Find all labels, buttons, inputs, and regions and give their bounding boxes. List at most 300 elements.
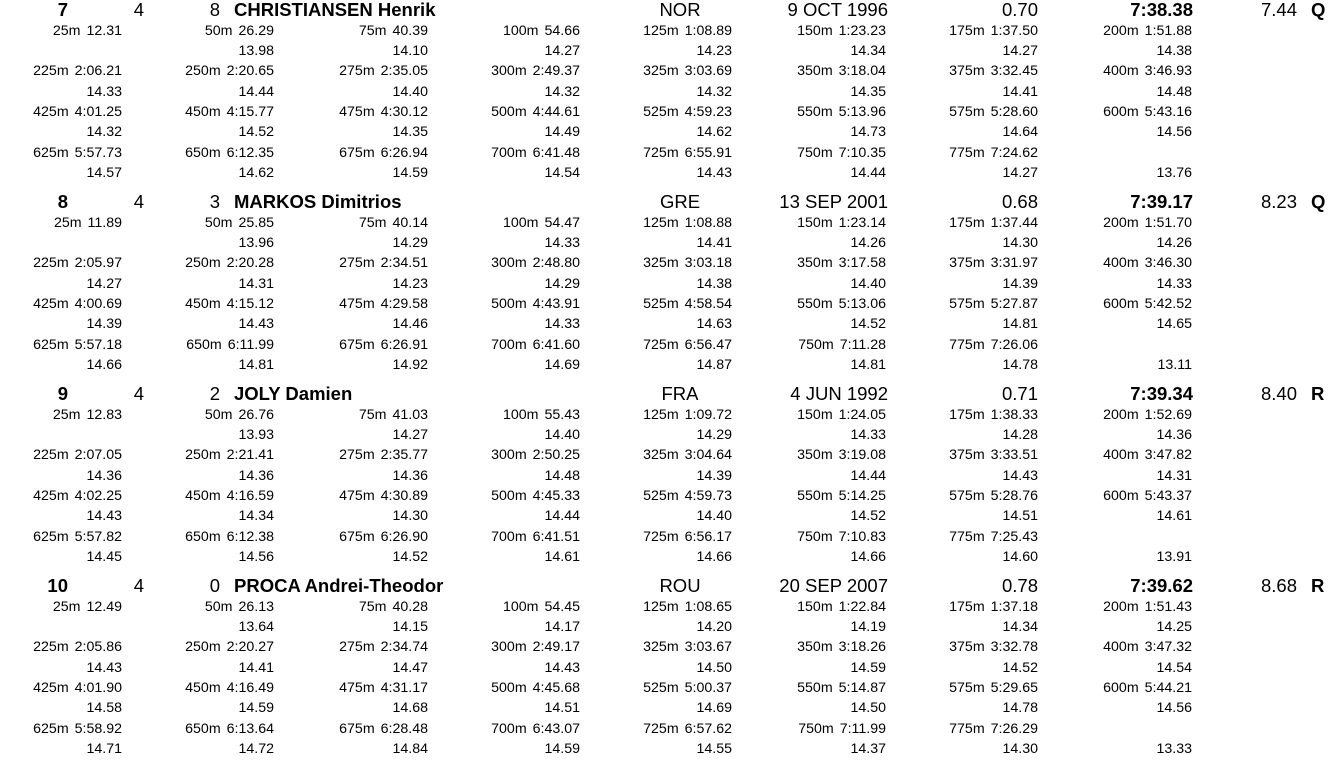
split-time: 2:20.65 bbox=[226, 63, 274, 80]
split-distance: 600m bbox=[1103, 296, 1139, 312]
lap-time: 14.40 bbox=[850, 275, 886, 292]
final-time: 7:39.34 bbox=[1130, 383, 1193, 404]
split-time: 3:17.58 bbox=[838, 255, 886, 272]
split-cumulative bbox=[339, 335, 428, 355]
split-distance: 700m bbox=[491, 720, 527, 737]
split-time: 5:44.21 bbox=[1144, 680, 1192, 696]
split-time: 7:26.06 bbox=[990, 336, 1038, 353]
split-time: 5:13.06 bbox=[838, 296, 886, 312]
split-time: 3:33.51 bbox=[990, 447, 1038, 464]
reaction-time: 0.78 bbox=[1001, 575, 1038, 596]
split-distance: 150m bbox=[797, 214, 833, 231]
split-distance: 675m bbox=[339, 720, 375, 737]
split-time: 41.03 bbox=[392, 406, 428, 423]
split-distance: 750m bbox=[797, 144, 833, 161]
split-time: 2:35.05 bbox=[380, 63, 428, 80]
split-distance: 300m bbox=[491, 255, 527, 272]
split-distance: 575m bbox=[949, 296, 985, 312]
split-time: 1:51.43 bbox=[1144, 598, 1192, 615]
split-time: 4:30.89 bbox=[380, 488, 428, 504]
split-time: 1:23.23 bbox=[838, 22, 886, 39]
split-cumulative bbox=[949, 527, 1038, 547]
split-cumulative bbox=[53, 405, 122, 425]
split-time: 2:50.25 bbox=[532, 447, 580, 464]
rank: 7 bbox=[57, 0, 68, 20]
split-distance: 200m bbox=[1103, 214, 1139, 231]
split-time: 2:20.27 bbox=[226, 639, 274, 656]
split-distance: 175m bbox=[949, 214, 985, 231]
date-of-birth: 13 SEP 2001 bbox=[779, 191, 888, 212]
lap-time: 14.57 bbox=[86, 164, 122, 181]
split-cumulative bbox=[185, 719, 274, 739]
split-time: 2:35.77 bbox=[380, 447, 428, 464]
split-cumulative bbox=[1103, 61, 1192, 81]
split-cumulative bbox=[643, 597, 732, 617]
split-time: 4:43.91 bbox=[532, 296, 580, 312]
lap-time: 14.20 bbox=[696, 619, 732, 636]
split-distance: 650m bbox=[185, 720, 221, 737]
split-cumulative bbox=[643, 253, 732, 273]
split-distance: 50m bbox=[204, 406, 233, 423]
split-cumulative bbox=[491, 719, 580, 739]
split-cumulative bbox=[797, 21, 886, 41]
split-time: 54.66 bbox=[544, 22, 580, 39]
split-cumulative bbox=[339, 719, 428, 739]
split-distance: 200m bbox=[1103, 598, 1139, 615]
split-time: 6:43.07 bbox=[532, 720, 580, 737]
split-distance: 475m bbox=[339, 296, 375, 312]
split-time: 4:00.69 bbox=[74, 296, 122, 312]
split-distance: 50m bbox=[204, 598, 233, 615]
lap-time: 14.43 bbox=[696, 164, 732, 181]
split-time: 3:47.82 bbox=[1144, 447, 1192, 464]
lap-time: 14.45 bbox=[86, 548, 122, 565]
lap-time: 14.17 bbox=[544, 619, 580, 636]
lap-time: 14.56 bbox=[238, 548, 274, 565]
split-distance: 300m bbox=[491, 447, 527, 464]
split-cumulative bbox=[185, 486, 274, 506]
lap-time: 14.33 bbox=[1156, 275, 1192, 292]
lap-time: 14.48 bbox=[1156, 83, 1192, 100]
lap-time: 14.39 bbox=[696, 467, 732, 484]
lap-time: 14.30 bbox=[1002, 235, 1038, 252]
split-cumulative bbox=[797, 597, 886, 617]
split-time: 3:03.69 bbox=[684, 63, 732, 80]
lap-time: 14.59 bbox=[544, 740, 580, 757]
lap-time: 14.52 bbox=[850, 316, 886, 333]
split-distance: 100m bbox=[502, 22, 539, 39]
lap-time: 14.56 bbox=[1156, 700, 1192, 717]
split-cumulative bbox=[53, 597, 122, 617]
split-distance: 325m bbox=[643, 639, 679, 656]
date-of-birth: 9 OCT 1996 bbox=[787, 0, 888, 20]
split-time: 40.39 bbox=[392, 22, 428, 39]
split-distance: 550m bbox=[797, 680, 833, 696]
split-time: 6:11.99 bbox=[227, 336, 274, 353]
split-distance: 575m bbox=[949, 488, 985, 504]
lap-time: 14.61 bbox=[544, 548, 580, 565]
split-distance: 200m bbox=[1103, 22, 1139, 39]
split-cumulative bbox=[185, 102, 274, 122]
athlete-result bbox=[0, 192, 1344, 384]
split-cumulative bbox=[797, 102, 886, 122]
rank: 9 bbox=[57, 383, 68, 404]
split-distance: 600m bbox=[1103, 104, 1139, 120]
split-time: 11.89 bbox=[87, 214, 122, 231]
split-distance: 500m bbox=[491, 296, 527, 312]
lap-time: 14.26 bbox=[1156, 235, 1192, 252]
split-distance: 575m bbox=[949, 104, 985, 120]
split-time: 1:51.70 bbox=[1144, 214, 1192, 231]
lap-time: 14.32 bbox=[696, 83, 732, 100]
split-time: 5:43.16 bbox=[1144, 104, 1192, 120]
split-cumulative bbox=[643, 61, 732, 81]
split-time: 2:34.74 bbox=[380, 639, 428, 656]
split-time: 2:06.21 bbox=[74, 63, 122, 80]
lap-time: 14.84 bbox=[392, 740, 428, 757]
split-time: 5:14.25 bbox=[838, 488, 886, 504]
split-time: 7:10.35 bbox=[838, 144, 886, 161]
split-distance: 400m bbox=[1103, 255, 1139, 272]
split-distance: 100m bbox=[502, 598, 539, 615]
lap-time: 14.35 bbox=[850, 83, 886, 100]
lap-time: 14.58 bbox=[86, 700, 122, 717]
lap-time: 14.56 bbox=[1156, 124, 1192, 141]
split-time: 40.28 bbox=[392, 598, 428, 615]
split-cumulative bbox=[491, 678, 580, 698]
split-cumulative bbox=[643, 405, 732, 425]
split-cumulative bbox=[491, 527, 580, 547]
qualification-mark: Q bbox=[1311, 191, 1326, 212]
split-distance: 725m bbox=[643, 336, 679, 353]
heat: 4 bbox=[133, 575, 144, 596]
lap-time: 14.23 bbox=[696, 43, 732, 60]
split-cumulative bbox=[949, 102, 1038, 122]
split-distance: 625m bbox=[33, 144, 69, 161]
split-time: 1:08.88 bbox=[684, 214, 732, 231]
split-time: 6:12.38 bbox=[226, 528, 274, 545]
split-cumulative bbox=[33, 678, 122, 698]
split-time: 4:16.59 bbox=[226, 488, 274, 504]
split-cumulative bbox=[1103, 678, 1192, 698]
lap-time: 14.60 bbox=[1002, 548, 1038, 565]
split-distance: 225m bbox=[33, 639, 69, 656]
split-time: 1:23.14 bbox=[838, 214, 886, 231]
split-cumulative bbox=[185, 527, 274, 547]
rank: 10 bbox=[47, 575, 68, 596]
split-distance: 250m bbox=[185, 255, 221, 272]
split-time: 1:08.65 bbox=[684, 598, 732, 615]
split-distance: 25m bbox=[52, 598, 81, 615]
split-time: 4:16.49 bbox=[226, 680, 274, 696]
split-time: 2:21.41 bbox=[226, 447, 274, 464]
split-time: 2:49.37 bbox=[532, 63, 580, 80]
split-cumulative bbox=[339, 253, 428, 273]
lap-time: 14.44 bbox=[850, 467, 886, 484]
split-distance: 75m bbox=[358, 22, 387, 39]
lap-time: 14.55 bbox=[696, 740, 732, 757]
lap-time: 14.81 bbox=[1002, 316, 1038, 333]
split-distance: 200m bbox=[1103, 406, 1139, 423]
split-cumulative bbox=[643, 486, 732, 506]
split-cumulative bbox=[33, 719, 122, 739]
lap-time: 14.36 bbox=[1156, 427, 1192, 444]
lap-time: 14.36 bbox=[392, 467, 428, 484]
lap-time: 14.33 bbox=[850, 427, 886, 444]
lap-time: 14.28 bbox=[1002, 427, 1038, 444]
lap-time: 14.29 bbox=[544, 275, 580, 292]
split-distance: 225m bbox=[33, 255, 69, 272]
split-distance: 775m bbox=[949, 720, 985, 737]
split-time: 6:57.62 bbox=[684, 720, 732, 737]
lap-time: 14.66 bbox=[86, 356, 122, 373]
split-distance: 675m bbox=[339, 144, 375, 161]
split-time: 6:41.48 bbox=[532, 144, 580, 161]
split-cumulative bbox=[33, 143, 122, 163]
split-cumulative bbox=[643, 143, 732, 163]
split-distance: 775m bbox=[949, 528, 985, 545]
final-time: 7:39.62 bbox=[1130, 575, 1193, 596]
split-distance: 75m bbox=[358, 598, 387, 615]
split-time: 4:01.90 bbox=[74, 680, 122, 696]
split-cumulative bbox=[797, 486, 886, 506]
split-cumulative bbox=[949, 405, 1038, 425]
lap-time: 14.78 bbox=[1002, 700, 1038, 717]
split-distance: 150m bbox=[797, 406, 833, 423]
lap-time: 14.52 bbox=[238, 124, 274, 141]
lap-time: 14.81 bbox=[850, 356, 886, 373]
split-time: 1:37.18 bbox=[990, 598, 1038, 615]
split-cumulative bbox=[798, 335, 886, 355]
split-cumulative bbox=[491, 486, 580, 506]
split-distance: 500m bbox=[491, 104, 527, 120]
athlete-name: MARKOS Dimitrios bbox=[234, 191, 402, 212]
split-cumulative bbox=[33, 253, 122, 273]
split-time: 1:24.05 bbox=[838, 406, 886, 423]
split-distance: 650m bbox=[185, 528, 221, 545]
split-distance: 475m bbox=[339, 680, 375, 696]
lap-time: 13.98 bbox=[238, 43, 274, 60]
lap-time: 14.50 bbox=[850, 700, 886, 717]
split-cumulative bbox=[643, 102, 732, 122]
split-distance: 600m bbox=[1103, 680, 1139, 696]
nationality: ROU bbox=[659, 575, 701, 596]
split-distance: 475m bbox=[339, 104, 375, 120]
lap-time: 14.34 bbox=[238, 508, 274, 525]
split-time: 5:28.76 bbox=[990, 488, 1038, 504]
split-cumulative bbox=[643, 637, 732, 657]
split-time: 7:25.43 bbox=[990, 528, 1038, 545]
lap-time: 14.36 bbox=[238, 467, 274, 484]
split-distance: 525m bbox=[643, 680, 679, 696]
split-time: 4:30.12 bbox=[380, 104, 428, 120]
split-cumulative bbox=[797, 143, 886, 163]
split-distance: 300m bbox=[491, 639, 527, 656]
lap-time: 14.66 bbox=[696, 548, 732, 565]
split-cumulative bbox=[33, 445, 122, 465]
split-cumulative bbox=[33, 486, 122, 506]
lap-time: 13.96 bbox=[238, 235, 274, 252]
split-time: 4:15.77 bbox=[226, 104, 274, 120]
split-cumulative bbox=[797, 678, 886, 698]
split-cumulative bbox=[359, 597, 428, 617]
split-time: 6:56.47 bbox=[684, 336, 732, 353]
split-distance: 375m bbox=[949, 447, 985, 464]
lane: 3 bbox=[209, 191, 220, 212]
lap-time: 14.31 bbox=[1156, 467, 1192, 484]
split-distance: 100m bbox=[502, 214, 539, 231]
lap-time: 14.33 bbox=[86, 83, 122, 100]
lap-time: 14.43 bbox=[238, 316, 274, 333]
split-distance: 775m bbox=[949, 144, 985, 161]
lap-time: 14.65 bbox=[1156, 316, 1192, 333]
split-time: 4:29.58 bbox=[380, 296, 428, 312]
split-cumulative bbox=[339, 445, 428, 465]
lap-time: 14.40 bbox=[696, 508, 732, 525]
split-cumulative bbox=[503, 405, 580, 425]
split-time: 4:45.68 bbox=[532, 680, 580, 696]
lap-time: 14.34 bbox=[1002, 619, 1038, 636]
split-time: 2:34.51 bbox=[380, 255, 428, 272]
split-cumulative bbox=[185, 253, 274, 273]
split-distance: 525m bbox=[643, 488, 679, 504]
split-distance: 700m bbox=[491, 528, 527, 545]
split-time: 6:26.90 bbox=[380, 528, 428, 545]
lap-time: 14.27 bbox=[86, 275, 122, 292]
lap-time: 14.35 bbox=[392, 124, 428, 141]
split-time: 5:57.82 bbox=[74, 528, 122, 545]
lap-time: 14.38 bbox=[696, 275, 732, 292]
lap-time: 14.29 bbox=[392, 235, 428, 252]
time-behind: 8.23 bbox=[1260, 191, 1297, 212]
split-cumulative bbox=[33, 102, 122, 122]
split-distance: 225m bbox=[33, 447, 69, 464]
split-time: 26.29 bbox=[238, 22, 274, 39]
split-time: 6:28.48 bbox=[380, 720, 428, 737]
lap-time: 14.73 bbox=[850, 124, 886, 141]
split-distance: 425m bbox=[33, 296, 69, 312]
split-time: 26.13 bbox=[238, 598, 274, 615]
split-time: 4:15.12 bbox=[226, 296, 274, 312]
split-time: 7:24.62 bbox=[990, 144, 1038, 161]
split-cumulative bbox=[491, 637, 580, 657]
lap-time: 14.52 bbox=[850, 508, 886, 525]
lap-time: 14.59 bbox=[392, 164, 428, 181]
split-distance: 125m bbox=[643, 214, 679, 231]
split-time: 2:05.86 bbox=[74, 639, 122, 656]
split-distance: 150m bbox=[797, 598, 833, 615]
split-time: 3:32.45 bbox=[990, 63, 1038, 80]
lap-time: 14.19 bbox=[850, 619, 886, 636]
lap-time: 14.52 bbox=[1002, 659, 1038, 676]
split-time: 26.76 bbox=[238, 406, 274, 423]
split-distance: 500m bbox=[491, 488, 527, 504]
lap-time: 14.49 bbox=[544, 124, 580, 141]
lap-time: 14.47 bbox=[392, 659, 428, 676]
split-cumulative bbox=[1103, 294, 1192, 314]
athlete-result bbox=[0, 576, 1344, 768]
split-time: 25.85 bbox=[238, 214, 274, 231]
split-cumulative bbox=[359, 21, 428, 41]
split-distance: 300m bbox=[491, 63, 527, 80]
split-time: 4:59.73 bbox=[684, 488, 732, 504]
time-behind: 7.44 bbox=[1260, 0, 1297, 20]
split-cumulative bbox=[797, 294, 886, 314]
lap-time: 14.64 bbox=[1002, 124, 1038, 141]
split-distance: 175m bbox=[949, 22, 985, 39]
split-cumulative bbox=[33, 527, 122, 547]
split-distance: 375m bbox=[949, 255, 985, 272]
split-time: 5:29.65 bbox=[990, 680, 1038, 696]
split-distance: 525m bbox=[643, 296, 679, 312]
lap-time: 14.78 bbox=[1002, 356, 1038, 373]
split-time: 2:48.80 bbox=[532, 255, 580, 272]
split-time: 4:31.17 bbox=[380, 680, 428, 696]
split-distance: 450m bbox=[185, 488, 221, 504]
split-cumulative bbox=[185, 61, 274, 81]
split-cumulative bbox=[339, 61, 428, 81]
split-distance: 750m bbox=[798, 720, 834, 737]
split-cumulative bbox=[949, 61, 1038, 81]
lap-time: 14.38 bbox=[1156, 43, 1192, 60]
split-distance: 50m bbox=[204, 214, 233, 231]
time-behind: 8.68 bbox=[1260, 575, 1297, 596]
athlete-name: PROCA Andrei-Theodor bbox=[234, 575, 444, 596]
split-time: 3:04.64 bbox=[684, 447, 732, 464]
split-cumulative bbox=[797, 61, 886, 81]
lap-time: 14.72 bbox=[238, 740, 274, 757]
split-distance: 325m bbox=[643, 447, 679, 464]
split-distance: 550m bbox=[797, 104, 833, 120]
split-distance: 625m bbox=[33, 720, 69, 737]
split-cumulative bbox=[503, 213, 580, 233]
split-distance: 725m bbox=[643, 528, 679, 545]
split-time: 7:11.28 bbox=[839, 336, 886, 353]
split-cumulative bbox=[643, 719, 732, 739]
split-cumulative bbox=[1103, 102, 1192, 122]
split-time: 1:52.69 bbox=[1144, 406, 1192, 423]
split-cumulative bbox=[54, 213, 122, 233]
lap-time: 13.93 bbox=[238, 427, 274, 444]
split-distance: 125m bbox=[643, 406, 679, 423]
lane: 8 bbox=[209, 0, 220, 20]
split-distance: 550m bbox=[797, 296, 833, 312]
lap-time: 13.76 bbox=[1156, 164, 1192, 181]
split-cumulative bbox=[491, 335, 580, 355]
split-distance: 425m bbox=[33, 488, 69, 504]
lap-time: 14.39 bbox=[86, 316, 122, 333]
split-time: 54.45 bbox=[544, 598, 580, 615]
split-distance: 350m bbox=[797, 639, 833, 656]
split-cumulative bbox=[503, 21, 580, 41]
lap-time: 13.11 bbox=[1157, 356, 1192, 373]
split-distance: 675m bbox=[339, 336, 375, 353]
split-distance: 275m bbox=[339, 639, 375, 656]
lap-time: 14.30 bbox=[1002, 740, 1038, 757]
split-distance: 100m bbox=[502, 406, 539, 423]
split-distance: 375m bbox=[949, 639, 985, 656]
split-time: 4:44.61 bbox=[532, 104, 580, 120]
split-cumulative bbox=[643, 527, 732, 547]
lap-time: 14.61 bbox=[1156, 508, 1192, 525]
date-of-birth: 20 SEP 2007 bbox=[779, 575, 888, 596]
split-time: 2:05.97 bbox=[74, 255, 122, 272]
split-time: 5:57.73 bbox=[74, 144, 122, 161]
reaction-time: 0.68 bbox=[1001, 191, 1038, 212]
split-cumulative bbox=[643, 21, 732, 41]
rank: 8 bbox=[57, 191, 68, 212]
split-distance: 625m bbox=[33, 528, 69, 545]
